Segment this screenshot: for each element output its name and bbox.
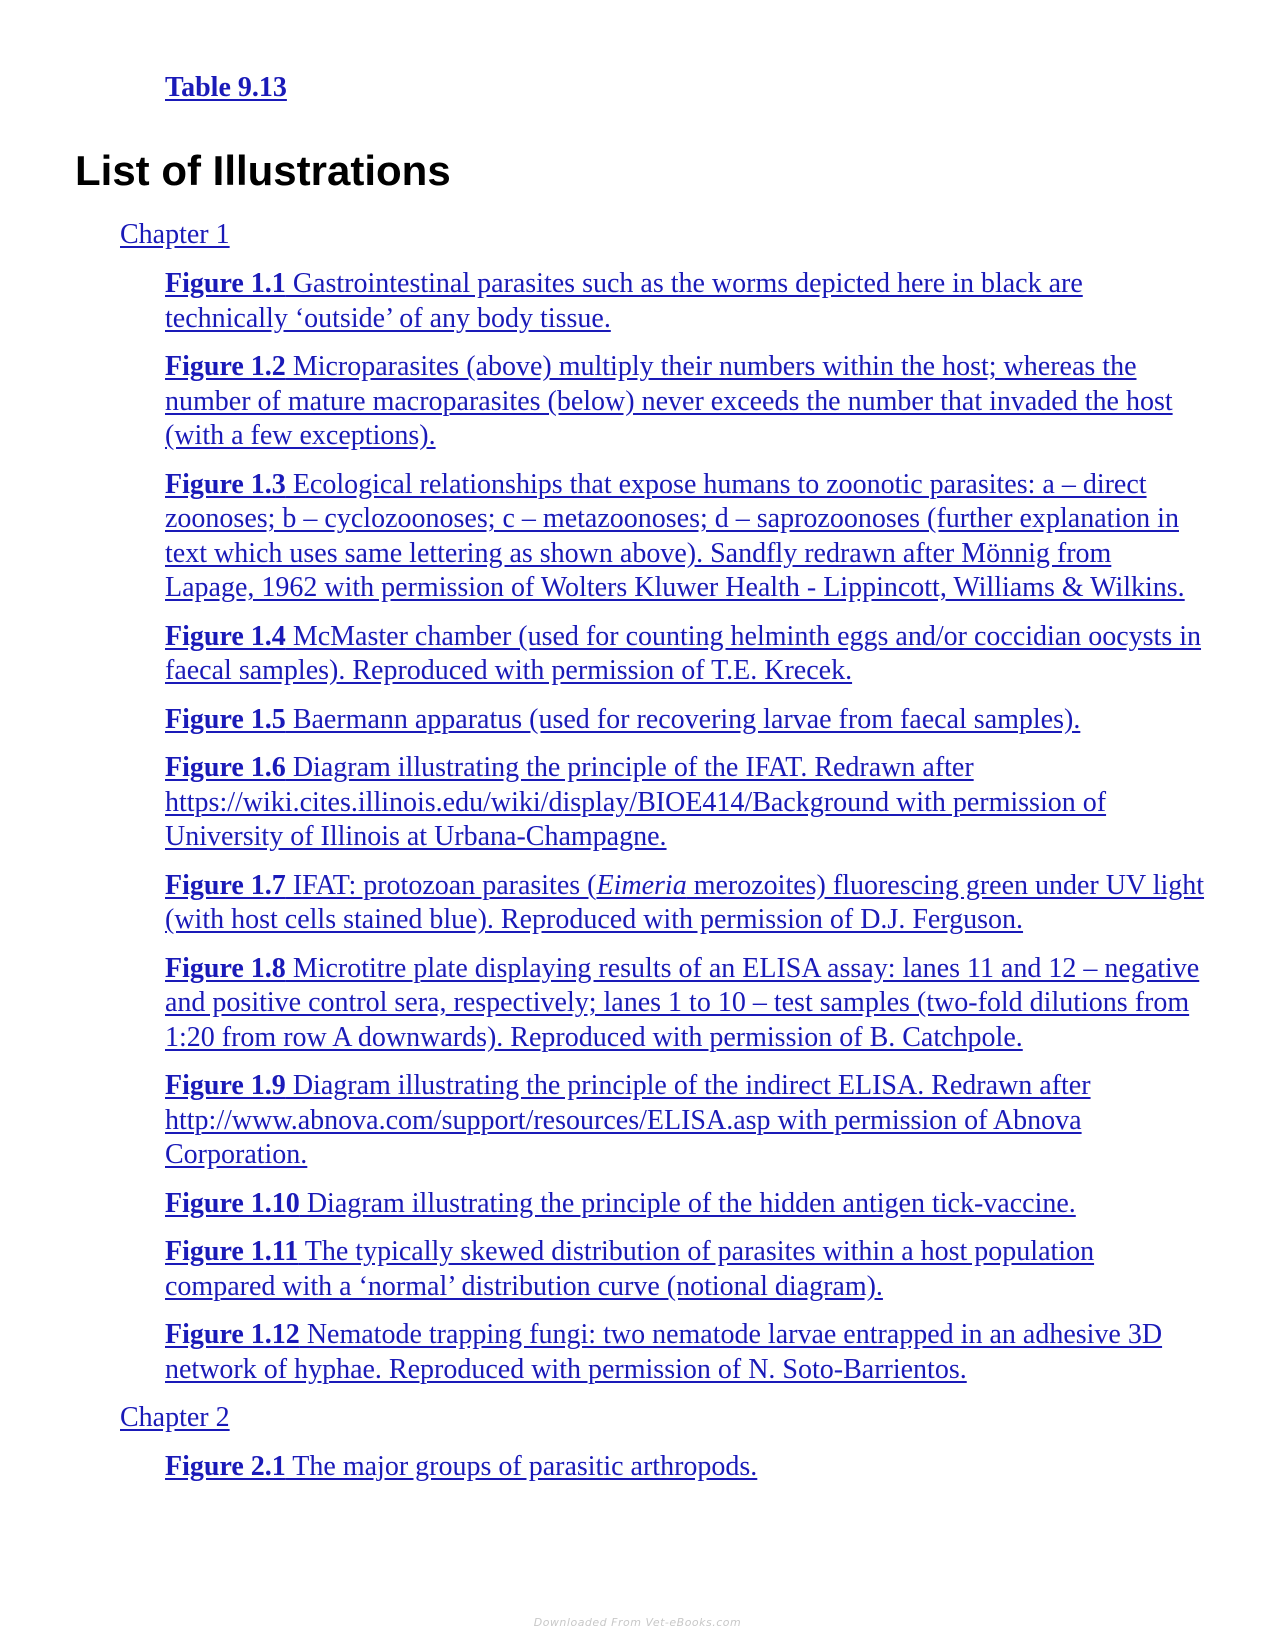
figure-1-3-link[interactable] [165, 469, 1185, 604]
figure-1-8-entry [165, 952, 1205, 1070]
table-9-13-link[interactable]: Table 9.13 [165, 72, 287, 103]
page-title: List of Illustrations [75, 147, 451, 194]
chapter-1-link[interactable]: Chapter 1 [120, 219, 230, 250]
illustrations-list [0, 218, 1275, 1499]
figure-label: Figure 1.4 [165, 620, 286, 652]
figure-caption: Baermann apparatus (used for recovering larvae from faecal samples). [285, 703, 1081, 735]
chapter-2-link[interactable]: Chapter 2 [120, 1402, 230, 1433]
figure-label: Figure 1.3 [165, 468, 286, 500]
figure-caption-italic: Eimeria [596, 869, 687, 901]
figure-1-2-entry [165, 350, 1205, 468]
figure-1-5-link[interactable] [165, 704, 1080, 735]
figure-label: Figure 1.7 [165, 869, 286, 901]
figure-1-12-link[interactable] [165, 1319, 1162, 1385]
figure-label: Figure 1.2 [165, 351, 286, 382]
figure-label: Figure 1.6 [165, 752, 286, 783]
figure-2-1-link[interactable] [165, 1451, 757, 1482]
figure-1-1-link[interactable] [165, 268, 1083, 334]
figure-caption: Microparasites (above) multiply their numbers within the host; whereas the number of mature macroparasites (below) never exceeds the number that invaded the host (with a few exceptions). [165, 351, 1173, 451]
figure-label: Figure 2.1 [165, 1451, 286, 1482]
figure-1-4-entry [165, 620, 1205, 703]
figure-1-8-link[interactable] [165, 953, 1199, 1053]
figure-1-10-entry [165, 1187, 1205, 1236]
figure-1-10-link[interactable] [165, 1188, 1076, 1219]
figure-caption: The major groups of parasitic arthropods. [285, 1451, 758, 1482]
figure-1-6-link[interactable] [165, 752, 1106, 852]
figure-label: Figure 1.1 [165, 268, 286, 299]
watermark-text: Downloaded From Vet-eBooks.com [533, 1616, 742, 1629]
chapter-2-entry [120, 1401, 1275, 1450]
figure-1-6-entry [165, 751, 1205, 869]
figure-1-12-entry [165, 1318, 1205, 1401]
figure-1-11-link[interactable] [165, 1236, 1094, 1302]
figure-label: Figure 1.9 [165, 1070, 286, 1101]
figure-label: Figure 1.12 [165, 1319, 300, 1350]
figure-1-7-link[interactable] [165, 870, 1204, 936]
figure-caption: Microtitre plate displaying results of an ELISA assay: lanes 11 and 12 – negative and positive control sera, respectively; lanes 1 to 10 – test samples (two-fold dilutions from 1:20 from row A downwards). Reproduced with permission of B. Catchpole. [165, 952, 1200, 1053]
figure-label: Figure 1.8 [165, 952, 286, 984]
figure-caption-start: IFAT: protozoan parasites ( [285, 869, 597, 901]
figure-1-11-entry [165, 1235, 1205, 1318]
figure-1-2-link[interactable] [165, 351, 1173, 451]
figure-label: Figure 1.11 [165, 1236, 299, 1267]
figure-caption: Gastrointestinal parasites such as the worms depicted here in black are technically ‘outside’ of any body tissue. [165, 268, 1083, 334]
figure-1-4-link[interactable] [165, 621, 1201, 687]
chapter-1-entry [120, 218, 1275, 267]
figure-1-9-entry [165, 1069, 1205, 1187]
figure-1-5-entry [165, 703, 1205, 752]
figure-label: Figure 1.5 [165, 703, 286, 735]
figure-caption: Ecological relationships that expose humans to zoonotic parasites: a – direct zoonoses; b – cyclozoonoses; c – metazoonoses; d – saprozoonoses (further explanation in text which uses same lettering as shown above). Sandfly redrawn after Mönnig from Lapage, 1962 with permission of Wolters Kluwer Health - Lippincott, Williams & Wilkins. [165, 468, 1185, 603]
figure-label: Figure 1.10 [165, 1187, 300, 1219]
figure-2-1-entry [165, 1450, 1205, 1499]
figure-caption: Nematode trapping fungi: two nematode larvae entrapped in an adhesive 3D network of hyphae. Reproduced with permission of N. Soto-Barrientos. [165, 1319, 1163, 1385]
figure-1-1-entry [165, 267, 1205, 350]
figure-caption: Diagram illustrating the principle of the IFAT. Redrawn after https://wiki.cites.illinois.edu/wiki/display/BIOE414/Background with permission of University of Illinois at Urbana-Champagne. [165, 752, 1107, 852]
figure-1-3-entry [165, 468, 1205, 620]
figure-1-9-link[interactable] [165, 1070, 1091, 1170]
figure-caption: McMaster chamber (used for counting helminth eggs and/or coccidian oocysts in faecal samples). Reproduced with permission of T.E. Krecek. [165, 620, 1202, 686]
figure-caption: Diagram illustrating the principle of the indirect ELISA. Redrawn after http://www.abnova.com/support/resources/ELISA.asp with permission of Abnova Corporation. [165, 1070, 1091, 1170]
figure-caption-end: merozoites) fluorescing green under UV light (with host cells stained blue). Reproduced with permission of D.J. Ferguson. [165, 869, 1205, 935]
figure-caption: Diagram illustrating the principle of the hidden antigen tick-vaccine. [299, 1187, 1076, 1219]
figure-1-7-entry [165, 869, 1205, 952]
figure-caption: The typically skewed distribution of parasites within a host population compared with a ‘normal’ distribution curve (notional diagram). [165, 1236, 1095, 1302]
